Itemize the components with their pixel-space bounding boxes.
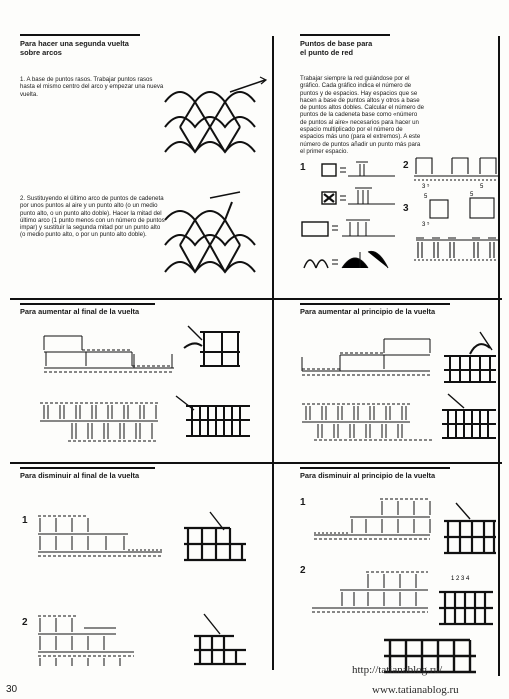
arcs-illustration-1 bbox=[160, 72, 270, 162]
page-number: 30 bbox=[6, 684, 18, 695]
section-title: Para disminuir al final de la vuelta bbox=[20, 471, 140, 480]
decrease-end-chart-2 bbox=[36, 612, 136, 667]
decrease-start-label-1: 1 bbox=[300, 497, 306, 508]
svg-text:3 ⁵: 3 ⁵ bbox=[422, 222, 430, 228]
increase-end-chart-2 bbox=[38, 395, 168, 445]
section-rule bbox=[20, 467, 155, 469]
section-net-base-stitches bbox=[300, 34, 490, 57]
increase-end-chart-1 bbox=[42, 330, 177, 380]
section-increase-start bbox=[300, 303, 495, 316]
svg-text:5: 5 bbox=[470, 192, 474, 198]
increase-end-photo-1 bbox=[180, 322, 248, 370]
section-rule bbox=[20, 303, 155, 305]
decrease-end-photo-1 bbox=[180, 508, 250, 570]
decrease-start-chart-2 bbox=[310, 568, 435, 623]
section-rule bbox=[20, 34, 140, 36]
increase-end-photo-2 bbox=[172, 392, 252, 442]
increase-start-chart-1 bbox=[300, 335, 432, 380]
svg-text:1 2 3 4: 1 2 3 4 bbox=[451, 576, 470, 582]
increase-start-photo-1 bbox=[440, 328, 498, 386]
section-increase-end bbox=[20, 303, 265, 316]
section-title: Para disminuir al principio de la vuelta bbox=[300, 471, 436, 480]
decrease-end-photo-2 bbox=[190, 610, 250, 670]
decrease-end-chart-1 bbox=[36, 512, 166, 562]
base-label-1: 1 bbox=[300, 162, 306, 173]
base-chart-3 bbox=[412, 190, 500, 270]
decrease-end-label-1: 1 bbox=[22, 515, 28, 526]
section-title: Para hacer una segunda vuelta sobre arcos bbox=[20, 39, 129, 57]
watermark-domain: www.tatianablog.ru bbox=[372, 684, 459, 696]
base-body-text: Trabajar siempre la red guiándose por el gráfico. Cada gráfico indica el número de puntos y de espacios. Hay espacios que se hacen a base de puntos altos y otros a base de puntos altos dobles. Calcular el número de puntos de la cadeneta base como «número de puntos al aire» necesarios para hacer un espacio multiplicado por el número de espacios más uno (para el extremos). A este número de puntos añadir un punto más para el primer espacio. bbox=[300, 75, 424, 155]
svg-text:5: 5 bbox=[424, 194, 428, 200]
watermark-url: http://tatianablog.ru/ bbox=[352, 664, 443, 676]
center-divider-lower bbox=[272, 300, 274, 670]
section-rule bbox=[300, 303, 450, 305]
section-decrease-end bbox=[20, 467, 265, 480]
decrease-start-photo-2 bbox=[435, 570, 497, 630]
base-chart-1 bbox=[300, 160, 400, 280]
base-label-3: 3 bbox=[403, 203, 409, 214]
arcs-step-1-text: 1. A base de puntos rasos. Trabajar puntos rasos hasta el mismo centro del arco y empezar una nueva vuelta. bbox=[20, 76, 164, 98]
lower-divider bbox=[10, 462, 502, 464]
section-rule bbox=[300, 34, 390, 36]
middle-divider bbox=[10, 298, 502, 300]
section-second-row-arcs bbox=[20, 34, 265, 57]
section-decrease-start bbox=[300, 467, 495, 480]
decrease-start-photo-1 bbox=[440, 495, 498, 563]
svg-text:5: 5 bbox=[480, 184, 484, 190]
svg-text:3 ⁵: 3 ⁵ bbox=[422, 184, 430, 190]
arcs-step-2-text: 2. Sustituyendo el último arco de puntos de cadeneta por unos puntos al aire y un punto alto (o un medio punto alto, o un punto alto doble). Hacer la mitad del último arco (1 punto menos con un número de puntos impar) y sustituir la segunda mitad por un punto alto (o medio punto alto, o por un punto alto doble). bbox=[20, 195, 165, 239]
decrease-end-label-2: 2 bbox=[22, 617, 28, 628]
right-edge-line bbox=[498, 36, 500, 676]
decrease-start-chart-1 bbox=[310, 495, 435, 555]
base-label-2: 2 bbox=[403, 160, 409, 171]
arcs-illustration-2 bbox=[160, 190, 270, 280]
increase-start-photo-2 bbox=[438, 392, 498, 442]
center-divider bbox=[272, 36, 274, 298]
decrease-start-label-2: 2 bbox=[300, 565, 306, 576]
increase-start-chart-2 bbox=[300, 398, 435, 443]
section-title: Para aumentar al final de la vuelta bbox=[20, 307, 140, 316]
section-title: Para aumentar al principio de la vuelta bbox=[300, 307, 436, 316]
base-chart-2 bbox=[412, 150, 500, 195]
section-title: Puntos de base para el punto de red bbox=[300, 39, 373, 57]
section-rule bbox=[300, 467, 450, 469]
